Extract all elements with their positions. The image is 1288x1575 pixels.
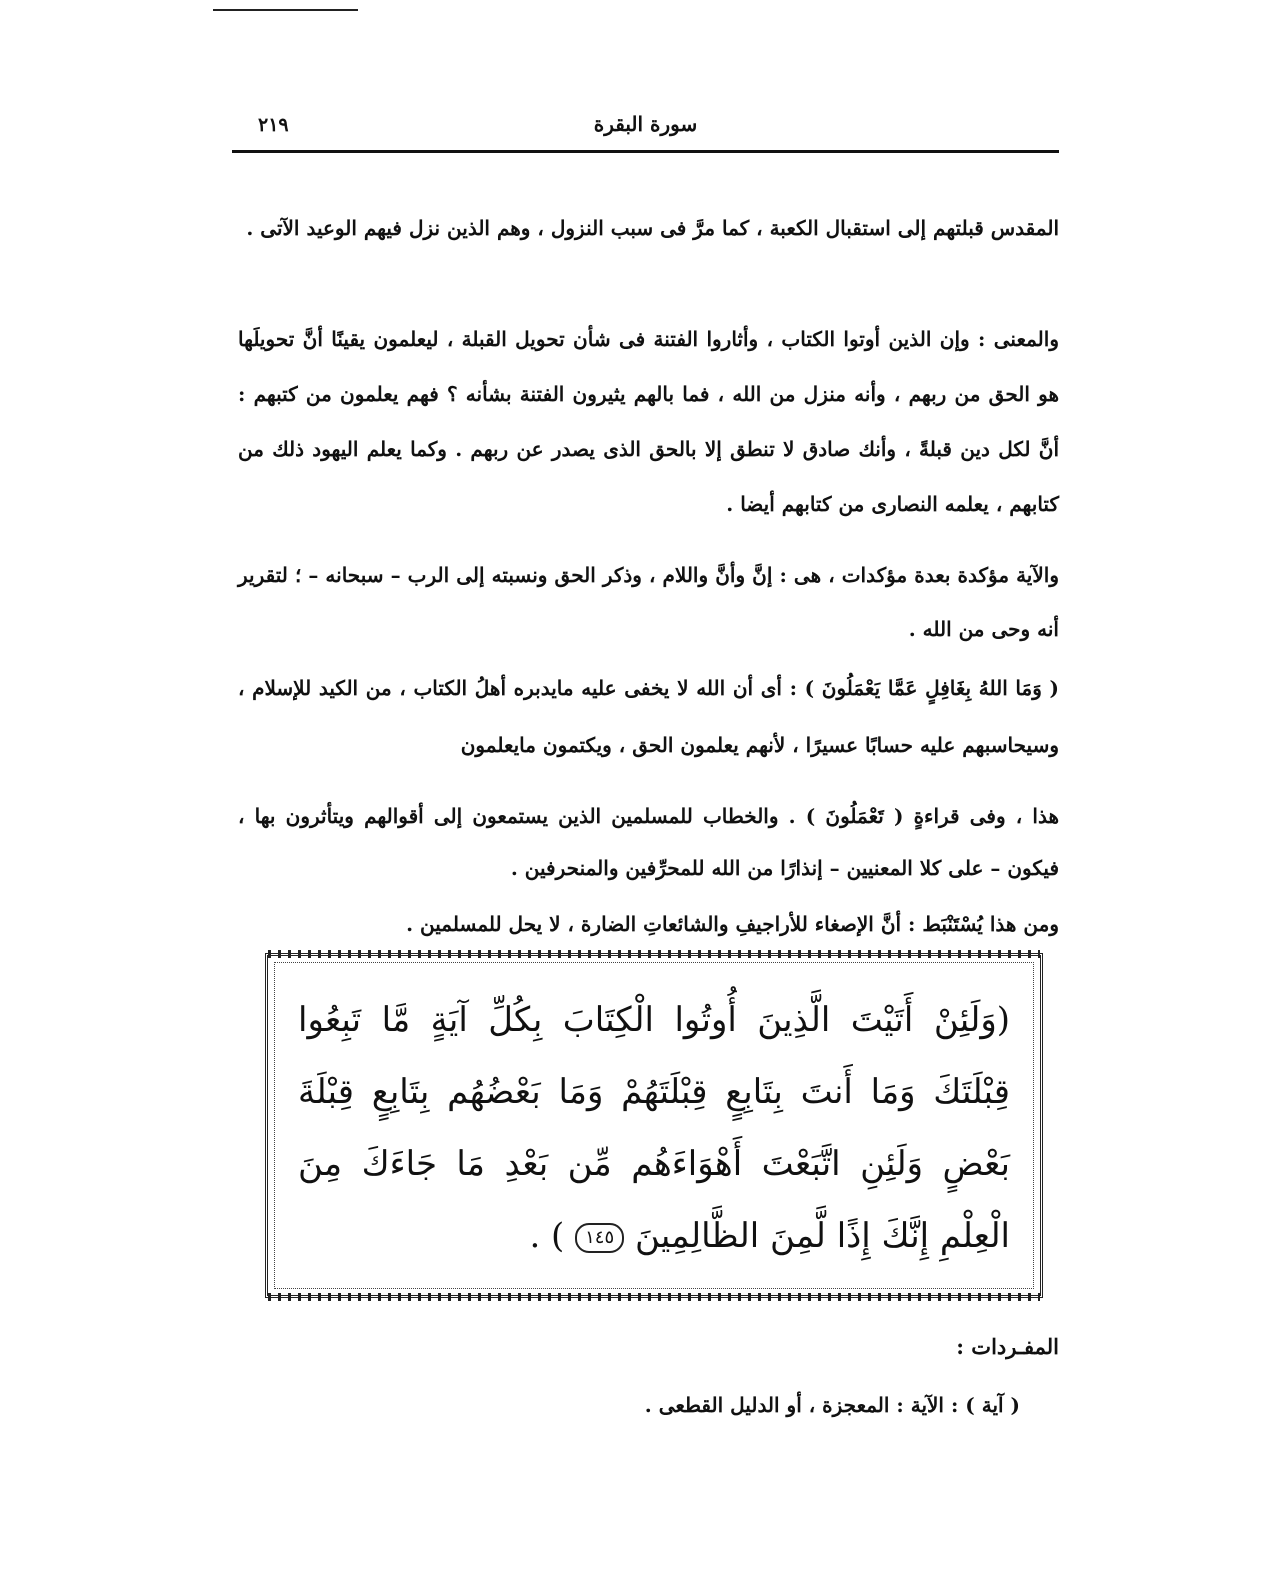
vocabulary-entry: ( آية ) : الآية : المعجزة ، أو الدليل القطعى .	[644, 1393, 1020, 1417]
verse-closing: ) .	[529, 1216, 565, 1256]
paragraph-emphasis: والآية مؤكدة بعدة مؤكدات ، هى : إنَّ وأنَّ واللام ، وذكر الحق ونسبته إلى الرب – سبحانه – ؛ لتقرير أنه وحى من الله .	[238, 563, 1059, 641]
paragraph-quran-explanation: ( وَمَا اللهُ بِغَافِلٍ عَمَّا يَعْمَلُونَ ) : أى أن الله لا يخفى عليه مايدبره أهلُ الكتاب ، من الكيد للإسلام ، وسيحاسبهم عليه حسابًا عسيرًا ، لأنهم يعلمون الحق ، ويكتمون مايعلمون	[238, 676, 1059, 757]
header-rule	[232, 150, 1059, 153]
page-header	[232, 112, 1059, 150]
quran-verse	[298, 984, 1010, 1272]
page-number: ٢١٩	[258, 114, 289, 136]
verse-text: (وَلَئِنْ أَتَيْتَ الَّذِينَ أُوتُوا الْكِتَابَ بِكُلِّ آيَةٍ مَّا تَبِعُوا قِبْلَتَكَ وَمَا أَنتَ بِتَابِعٍ قِبْلَتَهُمْ وَمَا بَعْضُهُم بِتَابِعٍ قِبْلَةَ بَعْضٍ وَلَئِنِ اتَّبَعْتَ أَهْوَاءَهُم مِّن بَعْدِ مَا جَاءَكَ مِنَ الْعِلْمِ إِنَّكَ إِذًا لَّمِنَ الظَّالِمِينَ	[298, 1000, 1010, 1256]
paragraph-derivation: ومن هذا يُسْتَنْبَط : أنَّ الإصغاء للأراجيفِ والشائعاتِ الضارة ، لا يحل للمسلمين .	[406, 912, 1059, 936]
top-scan-rule	[213, 9, 358, 11]
ornamental-border-bottom	[268, 1293, 1040, 1301]
paragraph-continuation: المقدس قبلتهم إلى استقبال الكعبة ، كما مرَّ فى سبب النزول ، وهم الذين نزل فيهم الوعيد الآتى .	[246, 216, 1059, 240]
paragraph-reading-variant: هذا ، وفى قراءةٍ ( تَعْمَلُونَ ) . والخطاب للمسلمين الذين يستمعون إلى أقوالهم ويتأثرون بها ، فيكون – على كلا المعنيين – إنذارًا من الله للمحرِّفين والمنحرفين .	[238, 804, 1059, 880]
ayah-number-marker: ١٤٥	[575, 1223, 624, 1253]
surah-title: سورة البقرة	[593, 112, 698, 136]
quran-verse-frame	[265, 953, 1043, 1298]
vocabulary-heading: المفـردات :	[956, 1334, 1059, 1359]
ornamental-border-top	[268, 950, 1040, 958]
paragraph-meaning: والمعنى : وإن الذين أوتوا الكتاب ، وأثاروا الفتنة فى شأن تحويل القبلة ، ليعلمون يقينًا أنَّ تحويلَها هو الحق من ربهم ، وأنه منزل من الله ، فما بالهم يثيرون الفتنة بشأنه ؟ فهم يعلمون من كتبهم : أنَّ لكل دين قبلةً ، وأنك صادق لا تنطق إلا بالحق الذى يصدر عن ربهم . وكما يعلم اليهود ذلك من كتابهم ، يعلمه النصارى من كتابهم أيضا .	[238, 327, 1059, 516]
